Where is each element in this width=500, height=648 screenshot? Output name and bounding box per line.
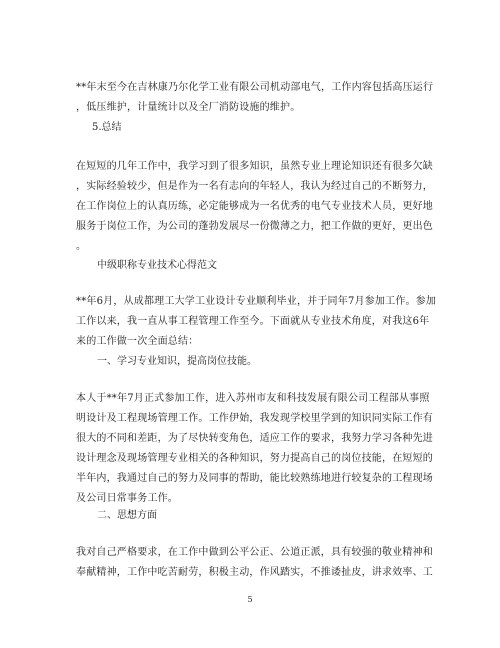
paragraph-thinking bbox=[76, 543, 433, 583]
text-line: 明设计及工程现场管理工作。工作伊始，我发现学校里学到的知识同实际工作有 bbox=[76, 413, 433, 424]
text-line: 在工作岗位上的认真历练，必定能够成为一名优秀的电气专业技术人员，更好地 bbox=[76, 201, 433, 212]
text-line: 我对自己严格要求，在工作中做到公平公正、公道正派，具有较强的敬业精神和 bbox=[76, 547, 433, 558]
paragraph-work-history bbox=[76, 78, 434, 118]
document-title: 中级职称专业技术心得范文 bbox=[97, 260, 217, 271]
paragraph-summary bbox=[76, 157, 433, 257]
text-line: 在短短的几年工作中，我学习到了很多知识，虽然专业上理论知识还有很多欠缺 bbox=[76, 161, 433, 172]
text-line: ，低压维护，计量统计以及全厂消防设施的维护。 bbox=[76, 102, 301, 113]
text-line: 工作以来，我一直从事工程管理工作至今。下面就从专业技术角度，对我这6年 bbox=[76, 316, 430, 327]
text-line: 本人于**年7月正式参加工作，进入苏州市友和科技发展有限公司工程部从事照 bbox=[76, 393, 430, 404]
text-line: 。 bbox=[76, 241, 87, 252]
text-line: **年末至今在吉林康乃尔化学工业有限公司机动部电气，工作内容包括高压运行 bbox=[76, 82, 434, 93]
text-line: 设计理念及现场管理专业相关的各种知识，努力提高自己的岗位技能，在短短的 bbox=[76, 453, 433, 464]
text-line: 服务于岗位工作，为公司的蓬勃发展尽一份微薄之力，把工作做的更好，更出色 bbox=[76, 221, 433, 232]
paragraph-intro bbox=[76, 292, 437, 352]
text-line: ，实际经验较少，但是作为一名有志向的年轻人，我认为经过自己的不断努力， bbox=[76, 181, 433, 192]
section-heading-summary: 5.总结 bbox=[92, 122, 122, 133]
text-line: 奉献精神，工作中吃苦耐劳，积极主动，作风踏实，不推诿扯皮，讲求效率、工 bbox=[76, 567, 433, 578]
text-line: 及公司日常事务工作。 bbox=[76, 493, 178, 504]
text-line: 来的工作做一次全面总结： bbox=[76, 336, 199, 347]
text-line: **年6月，从成都理工大学工业设计专业顺利毕业，并于同年7月参加工作。参加 bbox=[76, 296, 437, 307]
text-line: 半年内，我通过自己的努力及同事的帮助，能比较熟练地进行较复杂的工程现场 bbox=[76, 473, 433, 484]
text-line: 很大的不同和差距，为了尽快转变角色，适应工作的要求，我努力学习各种先进 bbox=[76, 433, 433, 444]
section-heading-skills: 一、学习专业知识，提高岗位技能。 bbox=[97, 356, 257, 367]
page-number: 5 bbox=[247, 595, 253, 604]
section-heading-thinking: 二、思想方面 bbox=[97, 510, 157, 521]
paragraph-skills bbox=[76, 389, 433, 509]
